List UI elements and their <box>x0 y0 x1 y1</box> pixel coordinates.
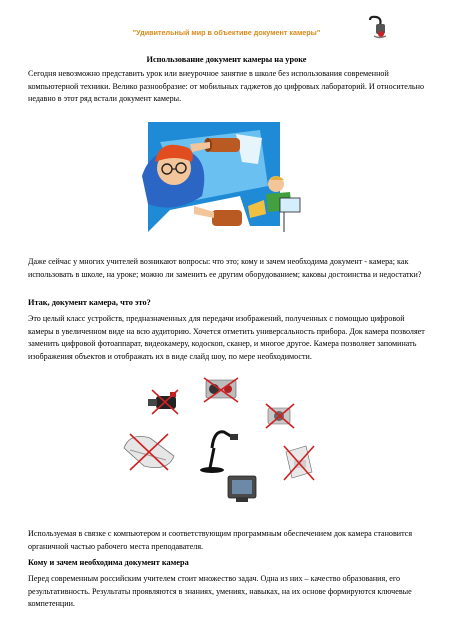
paragraph-intro: Сегодня невозможно представить урок или внеурочное занятие в школе без использования современной компьютерной техники. Велико разнообразие: от мобильных гаджетов до цифровых лабораторий. И относительно недавно в этот ряд встали документ камеры. <box>28 69 424 104</box>
overhead-projector-icon <box>284 446 314 480</box>
document-camera-icon <box>200 432 238 473</box>
paragraph-definition: Это целый класс устройств, предназначенных для передачи изображений, полученных с помощью цифровой камеры в увеличенном виде на всю аудиторию. Хочется отметить универсальность прибора. Док камера позволяет заменить цифровой фотоаппарат, видеокамеру, кодоскоп, сканер, и многое другое. Камера позволяет запоминать изображения объектов и отображать их в виде слайд шоу, по мере необходимости. <box>28 314 425 361</box>
paragraph-integration: Используемая в связке с компьютером и соответствующим программным обеспечением док камера становится органичной частью рабочего места преподавателя. <box>28 529 413 551</box>
header-title: "Удивительный мир в объективе документ камеры" <box>132 28 321 37</box>
document-camera-logo-icon <box>366 14 392 40</box>
video-camera-icon <box>148 390 178 414</box>
scanner-icon <box>124 434 174 470</box>
devices-replaced-clipart <box>118 376 328 516</box>
photo-camera-icon <box>266 404 294 428</box>
section-heading-what-is: Итак, документ камера, что это? <box>28 298 151 307</box>
teacher-with-camera-clipart <box>130 114 305 236</box>
section-heading-who-and-why: Кому и зачем необходима документ камера <box>28 558 189 567</box>
article-title: Использование документ камеры на уроке <box>146 55 307 64</box>
projector-icon <box>204 378 238 402</box>
paragraph-teacher-tasks: Перед современным российским учителем стоит множество задач. Одна из них – качество образования, его результативность. Результаты проявляются в знаниях, умениях, навыках, на их основе формируются ключевые компетенции. <box>28 574 412 609</box>
paragraph-questions: Даже сейчас у многих учителей возникают вопросы: что это; кому и зачем необходима документ - камера; как использовать в школе, на уроке; можно ли заменить ее другим оборудованием; каковы достоинства и недостатки? <box>28 257 422 279</box>
monitor-icon <box>228 476 256 502</box>
